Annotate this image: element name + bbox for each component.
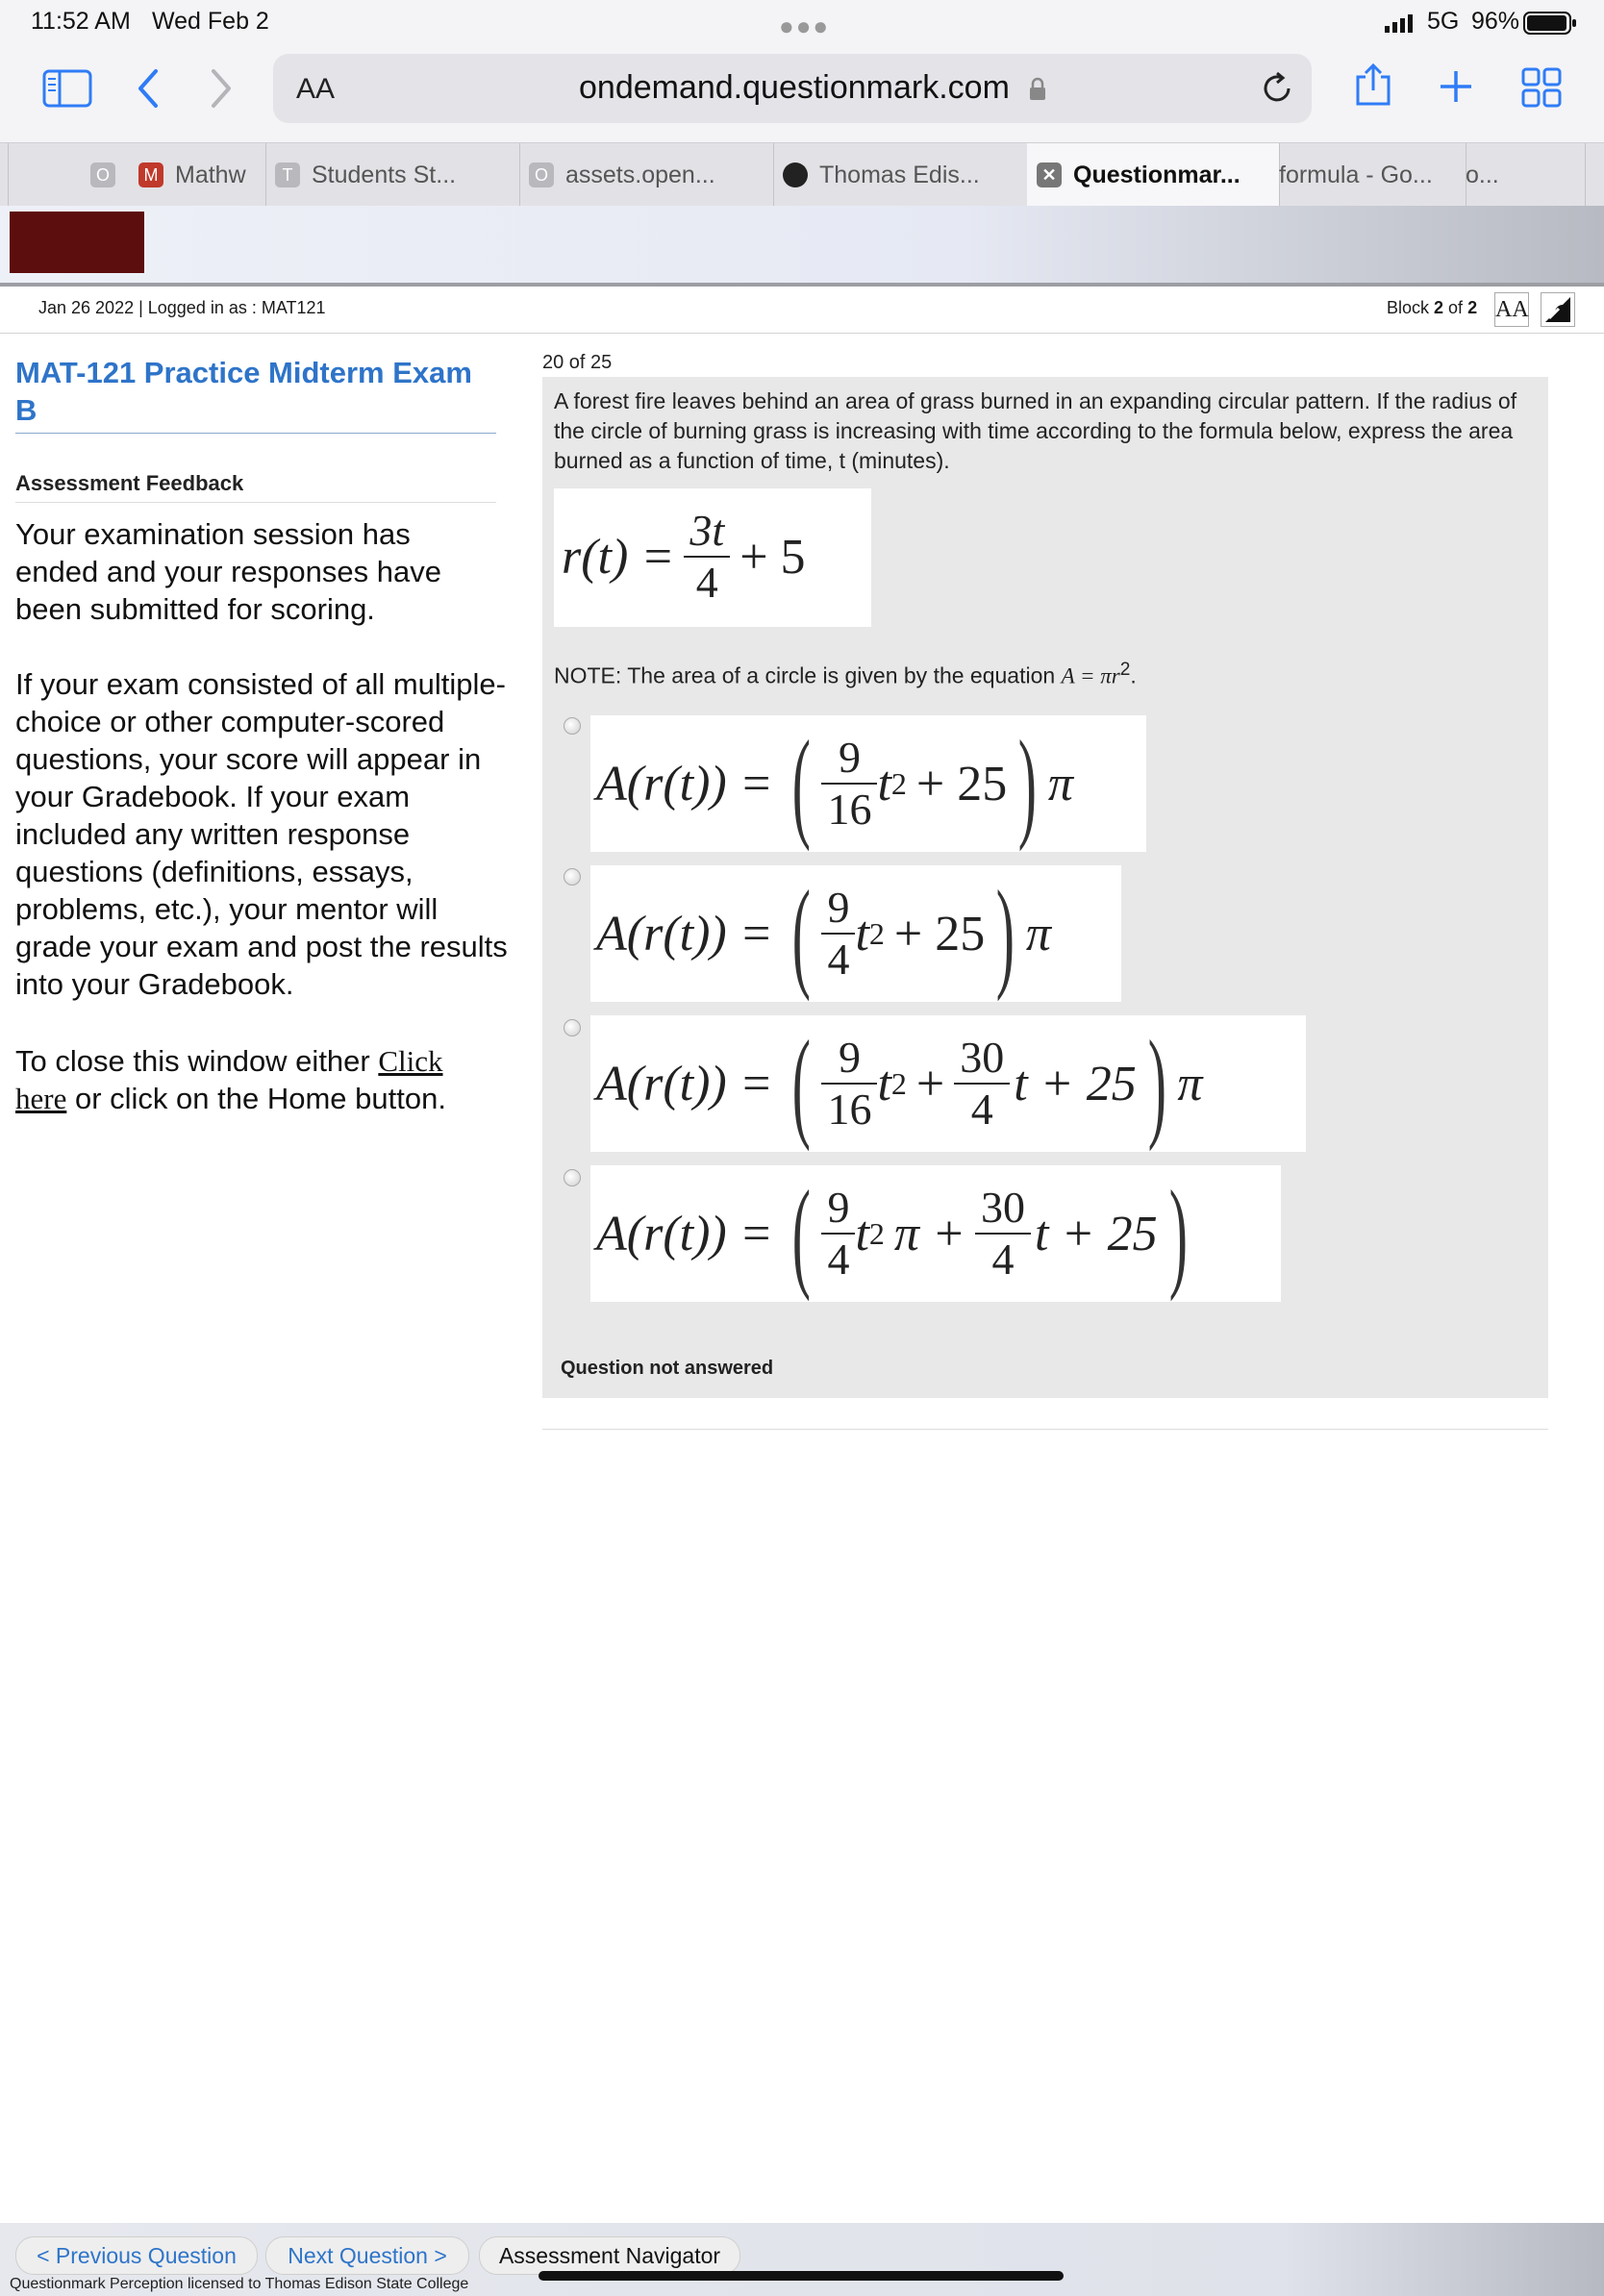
option-tail: t + 25 (1035, 1206, 1158, 1261)
option-lhs: A(r(t)) = (596, 1056, 773, 1111)
feedback-divider (15, 502, 496, 503)
option-pi: π (1025, 906, 1051, 961)
formula-num: 3t (689, 506, 725, 555)
network-type: 5G (1427, 8, 1460, 35)
font-size-icon[interactable]: AA (1494, 292, 1529, 327)
block-total: 2 (1467, 298, 1478, 317)
tab-bar (0, 142, 1604, 208)
option-2[interactable]: A(r(t)) = ( $\frac{9}{4}$ t 2 + 25 ) π (590, 865, 1121, 1002)
option-den: 4 (827, 935, 850, 984)
option-lhs: A(r(t)) = (596, 756, 773, 811)
address-bar[interactable] (273, 54, 1312, 123)
home-indicator[interactable] (539, 2271, 1064, 2281)
question-status: Question not answered (561, 1358, 774, 1379)
option-2-radio[interactable] (564, 868, 581, 886)
close-tab-icon[interactable]: ✕ (1037, 162, 1062, 187)
option-num2: 30 (960, 1033, 1005, 1082)
click-here-link[interactable]: Click here (15, 1044, 443, 1115)
close-window-text (15, 1042, 477, 1117)
tab-label: Students St... (312, 161, 457, 188)
multitask-dots-icon[interactable]: ●●● (779, 12, 831, 40)
note-prefix: NOTE: The area of a circle is given by the equation (554, 662, 1062, 688)
url-text[interactable]: ondemand.questionmark.com (579, 69, 1010, 106)
sidebar-icon[interactable] (42, 69, 92, 112)
formula-rest: + 5 (739, 529, 806, 585)
option-4[interactable]: A(r(t)) = ( $\frac{9}{4}$ t 2 π + $\frac{30}{4}$ t + 25 ) (590, 1165, 1281, 1302)
block-current: 2 (1434, 298, 1444, 317)
title-divider (15, 433, 496, 434)
block-prefix: Block (1387, 298, 1435, 317)
note-suffix: . (1130, 662, 1137, 688)
status-time: 11:52 AM (31, 8, 131, 35)
close-prefix: To close this window either (15, 1044, 379, 1078)
tab-mathway[interactable] (129, 143, 266, 207)
block-indicator (1387, 298, 1477, 318)
status-date: Wed Feb 2 (152, 8, 269, 35)
tab-favicon: O (90, 162, 115, 187)
tab-label: formula - Go... (1279, 161, 1433, 188)
tab-label: Thomas Edis... (819, 161, 980, 188)
assessment-navigator-button[interactable]: Assessment Navigator (479, 2236, 740, 2275)
option-lhs: A(r(t)) = (596, 906, 773, 961)
option-1-radio[interactable] (564, 717, 581, 735)
previous-question-button[interactable]: < Previous Question (15, 2236, 258, 2275)
tab-divider (8, 143, 9, 207)
tab-favicon: M (138, 162, 163, 187)
feedback-heading: Assessment Feedback (15, 471, 244, 495)
block-mid: of (1443, 298, 1468, 317)
new-tab-icon[interactable] (1437, 67, 1475, 111)
tab-assets[interactable] (519, 143, 774, 207)
question-counter: 20 of 25 (542, 352, 613, 373)
option-t: t (877, 756, 891, 811)
tab-favicon: T (275, 162, 300, 187)
license-text: Questionmark Perception licensed to Thomas Edison State College (10, 2276, 469, 2292)
option-1[interactable]: A(r(t)) = ( $\frac{9}{16}$ t 2 + 25 ) π (590, 715, 1146, 852)
radius-formula (554, 488, 871, 627)
contrast-icon[interactable] (1541, 292, 1575, 327)
tab-thomas-edison[interactable] (773, 143, 1028, 207)
option-pi: π (1047, 756, 1073, 811)
option-tail: + 25 (893, 906, 986, 961)
battery-percent: 96% (1471, 8, 1520, 35)
info-bar (0, 288, 1604, 334)
next-question-button[interactable]: Next Question > (265, 2236, 469, 2275)
tab-label: o... (1466, 161, 1499, 188)
option-num: 9 (827, 883, 850, 932)
exam-title: MAT-121 Practice Midterm Exam B (15, 356, 472, 427)
option-den: 16 (827, 1085, 872, 1134)
question-divider (542, 1429, 1548, 1430)
option-t: t (855, 906, 869, 961)
option-den: 16 (827, 785, 872, 834)
lock-icon (1029, 77, 1046, 107)
option-den2: 4 (970, 1085, 993, 1134)
option-num2: 30 (981, 1183, 1026, 1232)
tab-favicon: O (529, 162, 554, 187)
gradebook-text: If your exam consisted of all multiple-choice or other computer-scored questions, your score will appear in your Gradebook. If your exam included any written response questions (definitions, essays, problems, etc.), your mentor will grade your exam and post the results into your Gradebook. (15, 667, 508, 1001)
formula-lhs: r(t) = (562, 529, 675, 585)
tab-overview-icon[interactable] (1521, 67, 1562, 112)
tab-formula[interactable] (1279, 143, 1466, 207)
login-info: Jan 26 2022 | Logged in as : MAT121 (38, 298, 326, 317)
option-4-radio[interactable] (564, 1169, 581, 1186)
tab-questionmark[interactable] (1027, 143, 1280, 207)
close-suffix: or click on the Home button. (66, 1082, 446, 1115)
option-pi-plus: π + (893, 1206, 966, 1261)
reader-aa-button[interactable]: AA (296, 73, 336, 105)
option-den2: 4 (991, 1235, 1015, 1284)
reload-icon[interactable] (1260, 71, 1294, 111)
option-num: 9 (838, 1033, 861, 1082)
option-3[interactable]: A(r(t)) = ( $\frac{9}{16}$ t 2 + $\frac{30}{4}$ t + 25 ) π (590, 1015, 1306, 1152)
share-icon[interactable] (1354, 62, 1392, 112)
option-exp: 2 (890, 765, 907, 801)
option-t: t (877, 1056, 891, 1111)
option-exp: 2 (868, 915, 885, 951)
battery-icon (1523, 12, 1577, 39)
area-note (554, 660, 1137, 689)
option-pi: π (1177, 1056, 1203, 1111)
option-t: t (855, 1206, 869, 1261)
tab-favicon (783, 162, 808, 187)
tab-label: Mathw (175, 161, 246, 188)
option-num: 9 (827, 1183, 850, 1232)
option-tail: + 25 (915, 756, 1008, 811)
tab-label: Questionmar... (1073, 161, 1241, 188)
tab-o[interactable] (81, 143, 129, 207)
option-3-radio[interactable] (564, 1019, 581, 1036)
back-icon[interactable] (135, 67, 160, 114)
formula-den: 4 (695, 558, 718, 607)
option-exp: 2 (868, 1215, 885, 1251)
site-logo (10, 212, 144, 273)
tab-students[interactable] (265, 143, 520, 207)
option-lhs: A(r(t)) = (596, 1206, 773, 1261)
option-plus: + (915, 1056, 945, 1111)
signal-icon (1385, 13, 1416, 37)
question-text: A forest fire leaves behind an area of grass burned in an expanding circular pattern. If the radius of the circle of burning grass is increasing with time according to the formula below, express the area burned as a function of time, t (minutes). (554, 388, 1517, 473)
tab-o-more[interactable] (1466, 143, 1586, 207)
note-equation: A = πr (1061, 663, 1120, 688)
forward-icon[interactable] (210, 67, 235, 114)
tab-label: assets.open... (565, 161, 715, 188)
status-bar (0, 0, 1604, 44)
session-ended-text: Your examination session has ended and your responses have been submitted for scoring. (15, 517, 441, 626)
option-den: 4 (827, 1235, 850, 1284)
note-exponent: 2 (1119, 660, 1131, 680)
option-num: 9 (838, 733, 861, 782)
browser-toolbar (0, 44, 1604, 142)
option-tail: t + 25 (1014, 1056, 1137, 1111)
option-exp: 2 (890, 1065, 907, 1101)
site-banner (0, 206, 1604, 287)
